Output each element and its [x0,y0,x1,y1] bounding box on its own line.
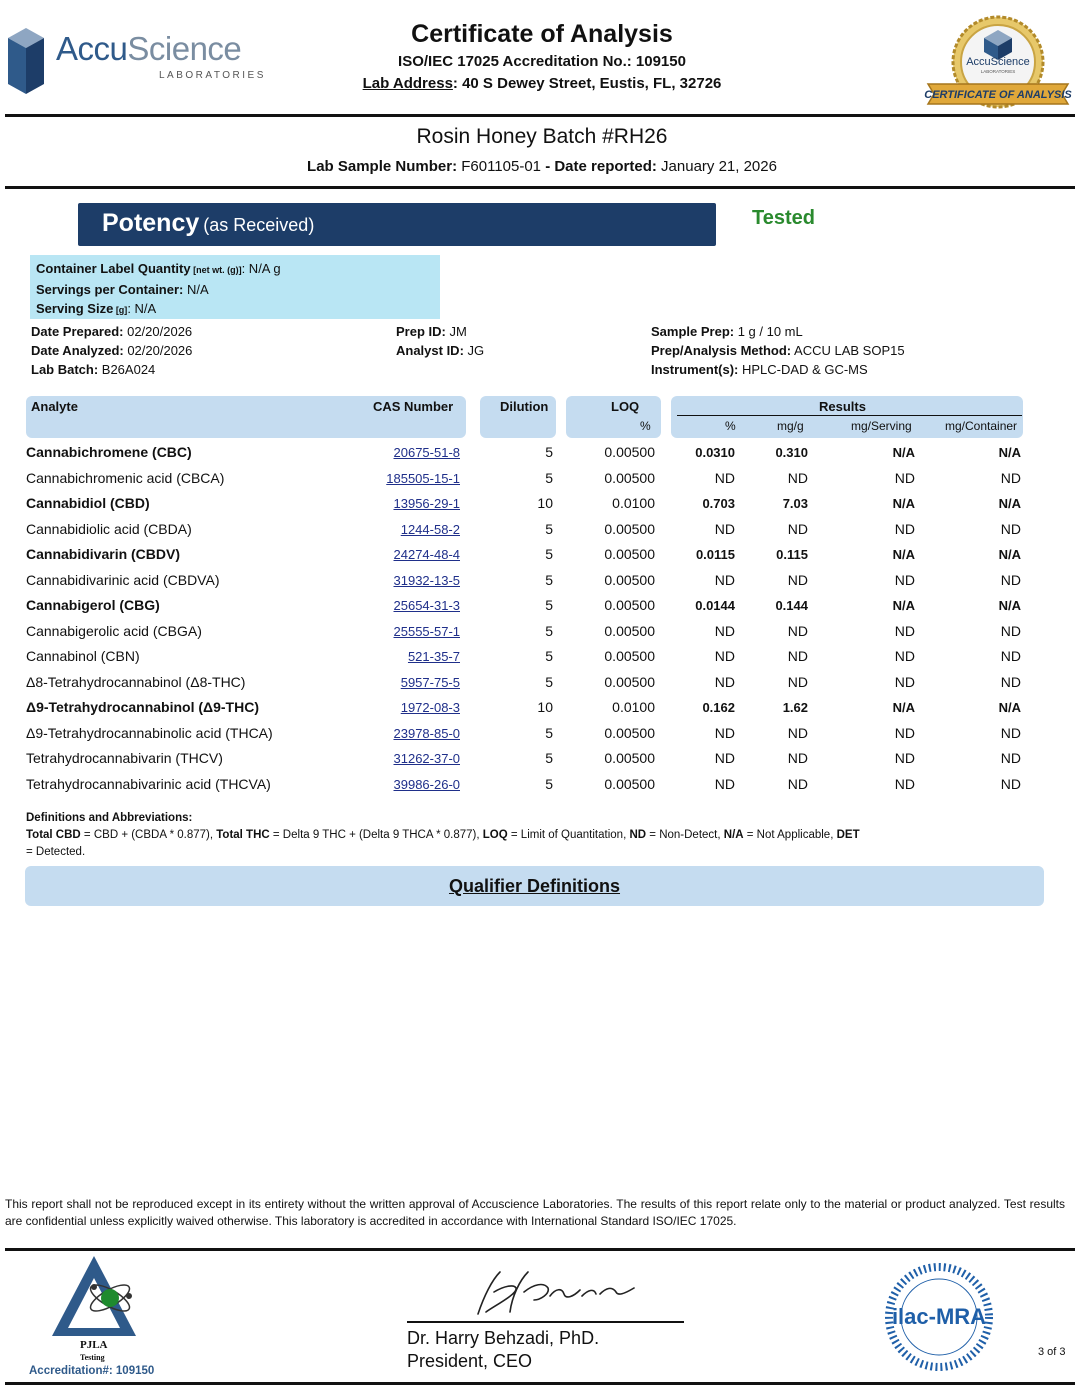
percent-value: ND [714,724,735,741]
mg-per-g-value: ND [787,775,808,792]
loq-value: 0.00500 [604,750,655,766]
percent-value: 0.162 [702,700,735,715]
percent-value: 0.703 [702,496,735,511]
pjla-label: PJLA [80,1339,108,1351]
cas-link[interactable]: 5957-75-5 [400,674,460,690]
mg-per-container-value: N/A [998,700,1021,715]
logo-wordmark: AccuScience [56,30,242,67]
loq-value: 0.00500 [604,622,655,639]
mg-per-serving-value: ND [894,750,915,766]
loq-value: 0.00500 [604,546,655,562]
analyte-name: Cannabidivarin (CBDV) [26,546,181,562]
percent-value: ND [714,571,735,588]
col-loq-unit: % [640,419,651,433]
table-row [0,619,1080,644]
mg-per-g-value: ND [787,571,808,588]
prep-method: Sample Prep: 1 g / 10 mL Prep/Analysis Method: ACCU LAB SOP15 Instrument(s): HPLC-DAD & GC-MS [651,324,905,377]
table-row [0,593,1080,618]
percent-value: ND [714,775,735,792]
table-row [0,568,1080,593]
loq-value: 0.0100 [612,699,655,715]
signer-title: President, CEO [407,1351,533,1371]
cas-link[interactable]: 24274-48-4 [393,547,460,562]
table-row [0,542,1080,567]
analyte-name: Cannabidiolic acid (CBDA) [26,520,192,537]
mg-per-serving-value: N/A [892,547,915,562]
loq-value: 0.00500 [604,520,655,537]
table-row [0,772,1080,797]
cas-link[interactable]: 39986-26-0 [393,776,460,792]
dilution-value: 5 [545,775,553,792]
table-row [0,746,1080,771]
status-badge: Tested [752,207,815,229]
col-mg-container: mg/Container [945,419,1018,433]
logo-subtitle: LABORATORIES [159,70,266,81]
mg-per-g-value: ND [787,648,808,664]
mg-per-g-value: ND [787,724,808,741]
mg-per-serving-value: N/A [892,598,915,613]
mg-per-serving-value: ND [894,775,915,792]
mg-per-g-value: ND [787,750,808,766]
col-cas: CAS Number [373,399,454,414]
table-row [0,644,1080,669]
cas-link[interactable]: 25555-57-1 [393,623,460,639]
cas-link[interactable]: 1244-58-2 [400,521,460,537]
cas-link[interactable]: 23978-85-0 [393,725,460,741]
mg-per-container-value: ND [1000,750,1021,766]
mg-per-serving-value: N/A [892,496,915,511]
pjla-sublabel: Testing [80,1353,105,1362]
dilution-value: 5 [545,673,553,690]
col-mg-serving: mg/Serving [851,419,912,433]
mg-per-g-value: 0.310 [775,445,808,460]
potency-banner: Potency (as Received) [78,203,716,246]
table-row [0,670,1080,695]
container-quantity-value: : N/A g [241,261,281,276]
table-row [0,695,1080,720]
dilution-value: 5 [545,597,553,613]
mg-per-g-value: ND [787,520,808,537]
sample-divider [5,186,1075,189]
svg-text:LABORATORIES: LABORATORIES [980,69,1016,74]
mg-per-g-value: 7.03 [782,496,808,511]
loq-value: 0.00500 [604,469,655,486]
mg-per-serving-value: ND [894,673,915,690]
cas-link[interactable]: 31932-13-5 [393,572,460,588]
analyte-name: Cannabigerolic acid (CBGA) [26,622,202,639]
signature-image [464,1266,644,1320]
analyte-name: Cannabidiol (CBD) [26,495,150,511]
loq-value: 0.00500 [604,597,655,613]
document-title: Certificate of Analysis [411,20,673,48]
mg-per-container-value: ND [1000,775,1021,792]
mg-per-serving-value: N/A [892,700,915,715]
mg-per-container-value: N/A [998,496,1021,511]
analyte-name: Cannabinol (CBN) [26,648,140,664]
svg-text:ilac-MRA: ilac-MRA [891,1304,987,1329]
ilac-mra-logo-icon [884,1262,994,1372]
footer-divider-top [5,1248,1075,1251]
prep-dates: Date Prepared: 02/20/2026 Date Analyzed: 02/20/2026 Lab Batch: B26A024 [31,324,193,377]
loq-value: 0.00500 [604,673,655,690]
cas-link[interactable]: 25654-31-3 [393,598,460,613]
dilution-value: 5 [545,724,553,741]
mg-per-container-value: N/A [998,598,1021,613]
mg-per-container-value: ND [1000,724,1021,741]
dilution-value: 5 [545,520,553,537]
dilution-value: 5 [545,469,553,486]
mg-per-g-value: 0.115 [776,547,808,562]
table-row [0,466,1080,491]
cas-link[interactable]: 185505-15-1 [386,470,460,486]
mg-per-g-value: ND [787,469,808,486]
mg-per-g-value: ND [787,622,808,639]
cas-link[interactable]: 13956-29-1 [393,496,460,511]
dilution-value: 5 [545,571,553,588]
analyte-name: Cannabichromenic acid (CBCA) [26,469,225,486]
qualifier-definitions-bar [25,866,1044,906]
mg-per-container-value: N/A [998,445,1021,460]
prep-ids: Prep ID: JM Analyst ID: JG [396,324,485,358]
table-row [0,491,1080,516]
loq-value: 0.00500 [604,444,655,460]
mg-per-container-value: N/A [998,547,1021,562]
analyte-name: Cannabichromene (CBC) [26,444,192,460]
cube-logo-icon [8,28,44,94]
definitions-block: Definitions and Abbreviations: Total CBD = CBD + (CBDA * 0.877), Total THC = Delta 9 THC + (Delta 9 THCA * 0.877), LOQ = Limit of Quantitation, ND = Non-Detect, N/A = Not Applicable, DET = Detected. [26,812,860,858]
accreditation-number: Accreditation#: 109150 [29,1365,155,1377]
results-header-rule [677,415,1022,416]
percent-value: 0.0310 [695,445,735,460]
mg-per-container-value: ND [1000,571,1021,588]
footer-divider-bottom [5,1382,1075,1385]
percent-value: ND [714,469,735,486]
mg-per-container-value: ND [1000,520,1021,537]
cas-link[interactable]: 521-35-7 [407,649,460,664]
loq-value: 0.00500 [604,775,655,792]
signer-name: Dr. Harry Behzadi, PhD. [407,1328,600,1348]
mg-per-g-value: 1.62 [782,700,808,715]
mg-per-serving-value: ND [894,648,915,664]
table-row [0,517,1080,542]
mg-per-serving-value: ND [894,520,915,537]
sample-info-line: Lab Sample Number: F601105-01 - Date reported: January 21, 2026 [307,158,777,175]
percent-value: ND [714,673,735,690]
loq-value: 0.0100 [612,495,655,511]
dilution-value: 5 [545,750,553,766]
mg-per-serving-value: ND [894,724,915,741]
analyte-name: Δ9-Tetrahydrocannabinol (Δ9-THC) [26,699,259,715]
percent-value: ND [714,648,735,664]
accuscience-logo [8,28,266,94]
percent-value: 0.0115 [695,547,735,562]
iso-accreditation: ISO/IEC 17025 Accreditation No.: 109150 [398,53,686,70]
loq-value: 0.00500 [604,648,655,664]
dilution-value: 10 [537,699,553,715]
mg-per-serving-value: ND [894,469,915,486]
mg-per-container-value: ND [1000,622,1021,639]
cas-link[interactable]: 31262-37-0 [393,751,460,766]
percent-value: ND [714,520,735,537]
container-info-box: Container Label Quantity [net wt. (g)]: N/A g Servings per Container: N/A Serving Size [g]: N/A [30,255,440,319]
loq-value: 0.00500 [604,571,655,588]
percent-value: ND [714,622,735,639]
analyte-name: Δ8-Tetrahydrocannabinol (Δ8-THC) [26,673,246,690]
analyte-name: Cannabigerol (CBG) [26,597,160,613]
mg-per-container-value: ND [1000,673,1021,690]
col-pct: % [725,419,736,433]
cas-link[interactable]: 20675-51-8 [393,445,460,460]
svg-text:AccuScience: AccuScience [966,56,1030,68]
dilution-value: 5 [545,444,553,460]
svg-text:CERTIFICATE OF ANALYSIS: CERTIFICATE OF ANALYSIS [924,89,1072,101]
analyte-name: Δ9-Tetrahydrocannabinolic acid (THCA) [26,724,273,741]
col-results: Results [819,399,866,414]
loq-value: 0.00500 [604,724,655,741]
page-number: 3 of 3 [1038,1346,1066,1358]
certificate-seal-icon [924,14,1072,112]
analyte-name: Tetrahydrocannabivarin (THCV) [26,750,223,766]
col-loq: LOQ [611,399,640,414]
signature-line [407,1321,684,1323]
analyte-name: Tetrahydrocannabivarinic acid (THCVA) [26,775,271,792]
qualifier-definitions-link[interactable]: Qualifier Definitions [448,876,621,896]
product-name: Rosin Honey Batch #RH26 [416,125,668,148]
dilution-value: 10 [537,495,553,511]
report-disclaimer: This report shall not be reproduced except in its entirety without the written approval of Accuscience Laboratories. The results of this report relate only to the material or product analyzed. Test results are confidential unless explicitly waived otherwise. This laboratory is accredited in accordance with International Standard ISO/IEC 17025. [5,1197,1065,1228]
col-analyte: Analyte [31,399,78,414]
table-row [0,440,1080,465]
percent-value: ND [714,750,735,766]
mg-per-serving-value: ND [894,571,915,588]
dilution-value: 5 [545,622,553,639]
col-dilution: Dilution [500,399,549,414]
mg-per-serving-value: N/A [892,445,915,460]
percent-value: 0.0144 [695,598,735,613]
analyte-name: Cannabidivarinic acid (CBDVA) [26,571,220,588]
lab-address: Lab Address: 40 S Dewey Street, Eustis, FL, 32726 [362,75,722,92]
dilution-value: 5 [545,546,553,562]
table-row [0,721,1080,746]
mg-per-container-value: ND [1000,469,1021,486]
col-mgg: mg/g [777,419,804,433]
pjla-logo-icon [50,1256,138,1340]
mg-per-g-value: 0.144 [775,598,808,613]
mg-per-g-value: ND [787,673,808,690]
header-divider [5,114,1075,117]
mg-per-container-value: ND [1000,648,1021,664]
dilution-value: 5 [545,648,553,664]
mg-per-serving-value: ND [894,622,915,639]
cas-link[interactable]: 1972-08-3 [400,700,460,715]
